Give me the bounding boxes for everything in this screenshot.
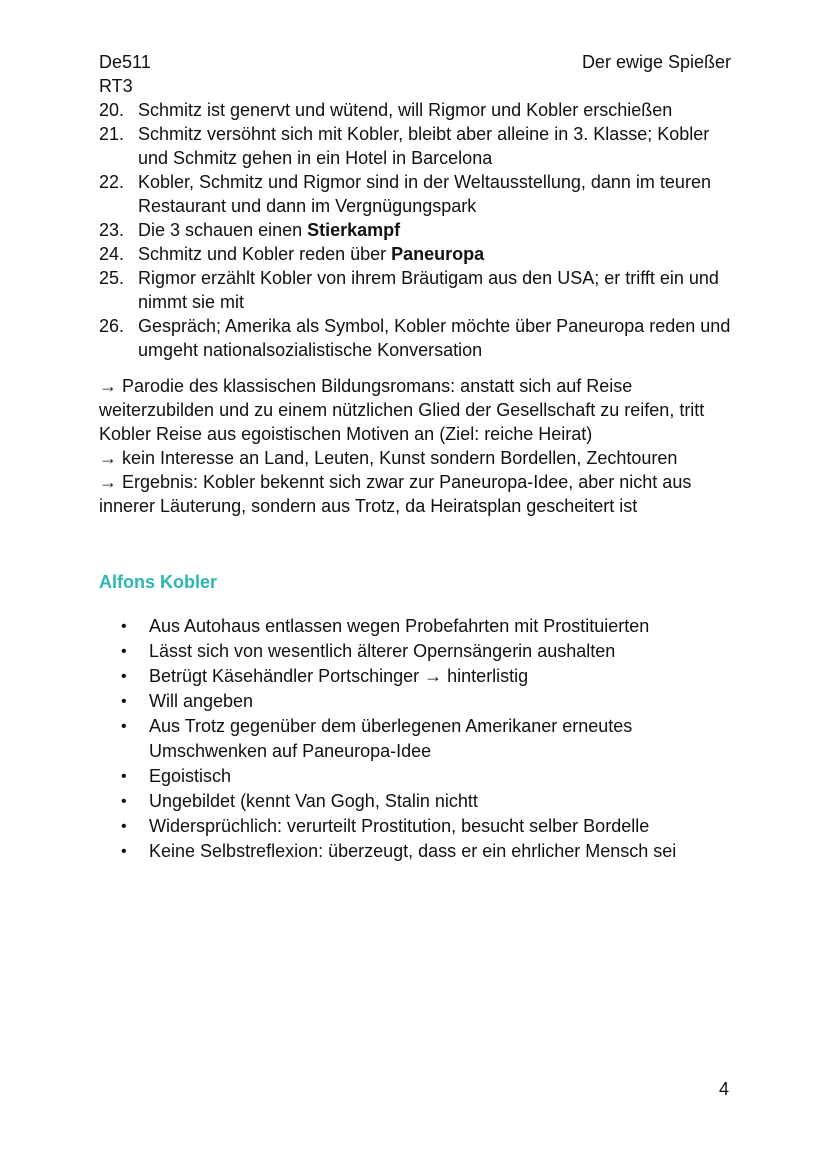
trait-item	[99, 614, 731, 639]
event-number: 25.	[99, 268, 125, 288]
event-item	[99, 266, 731, 314]
bullet-icon: •	[121, 768, 127, 785]
event-text	[138, 242, 731, 266]
event-item	[99, 218, 731, 242]
event-text-part: Die 3 schauen einen	[138, 220, 308, 240]
course-code: De511	[99, 52, 151, 72]
trait-item	[99, 764, 731, 789]
bullet-icon: •	[121, 718, 127, 735]
trait-text: Lässt sich von wesentlich älterer Opernsängerin aushalten	[149, 641, 616, 661]
trait-item	[99, 689, 731, 714]
event-item	[99, 242, 731, 266]
document-page	[99, 50, 731, 864]
trait-item	[99, 664, 731, 689]
event-text-part: Schmitz versöhnt sich mit Kobler, bleibt aber alleine in 3. Klasse; Kobler und Schmitz gehen in ein Hotel in Barcelona	[138, 124, 710, 168]
trait-text: Will angeben	[149, 691, 254, 711]
group-code: RT3	[99, 76, 133, 96]
trait-item	[99, 789, 731, 814]
trait-item	[99, 639, 731, 664]
event-text-part: Kobler, Schmitz und Rigmor sind in der Weltausstellung, dann im teuren Restaurant und dann im Vergnügungspark	[138, 172, 711, 216]
trait-text: Aus Autohaus entlassen wegen Probefahrten mit Prostituierten	[149, 616, 650, 636]
bullet-icon: •	[121, 693, 127, 710]
event-text	[138, 98, 731, 122]
event-text	[138, 170, 731, 218]
bullet-icon: •	[121, 843, 127, 860]
character-trait-list	[99, 614, 731, 864]
event-number: 23.	[99, 220, 125, 240]
summary-block	[99, 374, 731, 518]
trait-text: Ungebildet (kennt Van Gogh, Stalin nichtt	[149, 791, 478, 811]
event-text	[138, 218, 731, 242]
event-text-part: Rigmor erzählt Kobler von ihrem Bräutigam aus den USA; er trifft ein und nimmt sie mit	[138, 268, 719, 312]
trait-text: Egoistisch	[149, 766, 232, 786]
event-item	[99, 98, 731, 122]
event-keyword: Paneuropa	[391, 244, 485, 264]
event-number: 26.	[99, 316, 125, 336]
event-text-part: Gespräch; Amerika als Symbol, Kobler möchte über Paneuropa reden und umgeht nationalsozialistische Konversation	[138, 316, 731, 360]
trait-text: Aus Trotz gegenüber dem überlegenen Amerikaner erneutes Umschwenken auf Paneuropa-Idee	[149, 716, 633, 761]
summary-line: → Parodie des klassischen Bildungsromans: anstatt sich auf Reise weiterzubilden und zu einem nützlichen Glied der Gesellschaft zu reifen, tritt Kobler Reise aus egoistischen Motiven an (Ziel: reiche Heirat)	[99, 376, 705, 444]
trait-text: Betrügt Käsehändler Portschinger → hinterlistig	[149, 666, 529, 686]
page-number: 4	[718, 1079, 729, 1099]
section-heading: Alfons Kobler	[99, 572, 218, 592]
page-header	[99, 50, 731, 98]
event-text	[138, 266, 731, 314]
bullet-icon: •	[121, 643, 127, 660]
summary-line: → kein Interesse an Land, Leuten, Kunst sondern Bordellen, Zechtouren	[99, 448, 678, 468]
bullet-icon: •	[121, 668, 127, 685]
plot-event-list	[99, 98, 731, 362]
event-number: 22.	[99, 172, 125, 192]
event-item	[99, 314, 731, 362]
document-title: Der ewige Spießer	[581, 52, 731, 72]
event-item	[99, 170, 731, 218]
event-text	[138, 314, 731, 362]
bullet-icon: •	[121, 818, 127, 835]
event-item	[99, 122, 731, 170]
trait-text: Keine Selbstreflexion: überzeugt, dass er ein ehrlicher Mensch sei	[149, 841, 677, 861]
trait-text: Widersprüchlich: verurteilt Prostitution, besucht selber Bordelle	[149, 816, 650, 836]
event-text	[138, 122, 731, 170]
summary-line: → Ergebnis: Kobler bekennt sich zwar zur Paneuropa-Idee, aber nicht aus innerer Läuterung, sondern aus Trotz, da Heiratsplan gescheitert ist	[99, 472, 692, 516]
trait-item	[99, 714, 731, 764]
event-number: 21.	[99, 124, 125, 144]
event-text-part: Schmitz ist genervt und wütend, will Rigmor und Kobler erschießen	[138, 100, 673, 120]
event-keyword: Stierkampf	[307, 220, 401, 240]
event-number: 24.	[99, 244, 125, 264]
trait-item	[99, 814, 731, 839]
header-left	[99, 50, 151, 98]
event-number: 20.	[99, 100, 125, 120]
event-text-part: Schmitz und Kobler reden über	[138, 244, 392, 264]
bullet-icon: •	[121, 793, 127, 810]
trait-item	[99, 839, 731, 864]
bullet-icon: •	[121, 618, 127, 635]
